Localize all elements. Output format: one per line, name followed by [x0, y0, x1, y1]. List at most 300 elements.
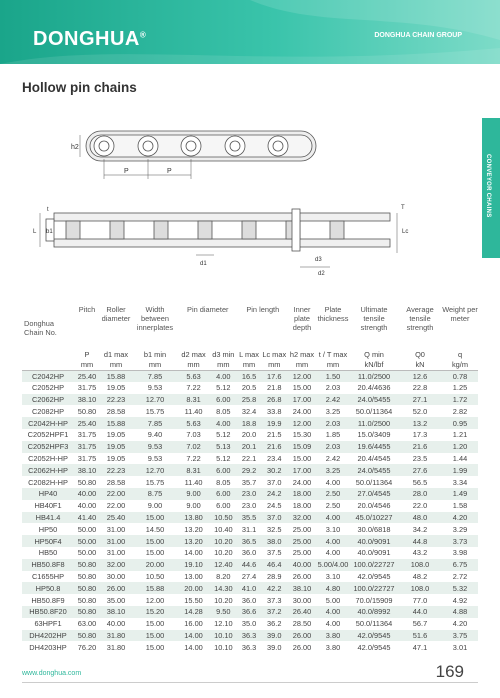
table-cell: 76.20	[77, 642, 97, 652]
label-h2: h2	[71, 144, 79, 151]
header-weight: Weight per meter	[442, 305, 478, 323]
chain-number-cell: HB50.8F8	[31, 560, 65, 570]
chain-number-cell: DH4202HP	[29, 630, 67, 640]
table-cell: 14.50	[145, 524, 165, 534]
table-cell: 17.00	[292, 465, 312, 475]
table-cell: 12.00	[292, 418, 312, 428]
table-cell: 37.3	[267, 595, 282, 605]
chain-number-cell: HP40	[38, 489, 58, 499]
registered-mark: ®	[139, 30, 147, 40]
table-cell: 35.00	[106, 595, 126, 605]
table-cell: 40.00	[292, 560, 312, 570]
table-cell: 30.2	[267, 465, 282, 475]
brand-logo[interactable]	[33, 28, 146, 51]
chain-number-cell: HB50.8F9	[31, 595, 65, 605]
label-pitch-2: P	[167, 168, 172, 175]
table-cell: 4.00	[216, 371, 231, 381]
table-cell: 1.21	[452, 430, 468, 440]
table-cell: 15.20	[145, 607, 165, 617]
table-cell: 22.00	[106, 501, 126, 511]
label-b1: b1	[46, 229, 53, 235]
table-cell: 12.40	[214, 560, 233, 570]
table-cell: 19.6/4455	[357, 442, 391, 452]
table-cell: 19.05	[106, 453, 126, 463]
table-cell: 7.85	[147, 418, 163, 428]
table-cell: 50.80	[77, 406, 97, 416]
table-cell: 38.10	[106, 607, 126, 617]
table-cell: 6.00	[216, 465, 231, 475]
table-cell: 28.58	[106, 477, 126, 487]
table-cell: 3.29	[452, 524, 468, 534]
sym-cell: h2 max	[289, 350, 315, 359]
table-cell: 38.10	[77, 465, 97, 475]
table-row	[22, 453, 478, 465]
label-d3: d3	[315, 257, 322, 263]
sym-cell: Q min	[364, 350, 384, 359]
table-cell: 36.0	[241, 595, 257, 605]
table-cell: 1.50	[325, 371, 341, 381]
table-cell: 31.75	[77, 442, 97, 452]
table-cell: 17.00	[292, 394, 312, 404]
unit-cell: kN	[398, 359, 442, 370]
sym-cell: q	[457, 350, 463, 359]
table-cell: 25.00	[292, 548, 312, 558]
table-cell: 20.0/4546	[357, 501, 391, 511]
table-cell: 26.00	[292, 630, 312, 640]
table-cell: 31.1	[241, 524, 257, 534]
table-cell: 43.2	[412, 548, 428, 558]
table-cell: 17.3	[412, 430, 428, 440]
table-cell: 41.40	[77, 512, 97, 522]
unit-cell: mm	[74, 359, 100, 370]
table-cell: 20.00	[184, 583, 203, 593]
table-cell: 10.40	[214, 524, 233, 534]
table-cell: 100.0/22727	[353, 583, 395, 593]
table-cell: 50.80	[77, 607, 97, 617]
table-cell: 50.0/11364	[355, 477, 393, 487]
table-cell: 39.0	[267, 642, 282, 652]
table-cell: 8.31	[186, 394, 201, 404]
table-cell: 3.10	[325, 524, 341, 534]
table-cell: 23.5	[412, 453, 428, 463]
table-cell: 12.70	[145, 394, 165, 404]
table-cell: 5.13	[216, 442, 231, 452]
table-cell: 16.00	[184, 619, 203, 629]
table-cell: 15.0/3409	[357, 430, 391, 440]
table-row	[22, 476, 478, 488]
table-row	[22, 370, 478, 382]
table-cell: 22.23	[106, 465, 126, 475]
table-cell: 19.05	[106, 383, 126, 393]
table-cell: 40.0/8992	[357, 607, 391, 617]
chain-diagram	[0, 115, 500, 285]
table-header-row	[22, 305, 478, 337]
table-cell: 3.98	[452, 548, 468, 558]
table-cell: 1.72	[452, 394, 468, 404]
chain-number-cell: HB41.4	[35, 512, 61, 522]
table-cell: 10.20	[214, 595, 233, 605]
table-cell: 31.00	[106, 536, 126, 546]
label-pitch-1: P	[124, 168, 129, 175]
table-cell: 32.00	[292, 512, 312, 522]
table-row	[22, 618, 478, 630]
page-header	[0, 0, 500, 64]
table-cell: 15.75	[145, 406, 165, 416]
table-cell: 20.4/4636	[357, 383, 391, 393]
table-cell: 11.40	[184, 406, 203, 416]
table-cell: 16.5	[241, 371, 257, 381]
footer-divider	[22, 682, 478, 683]
table-cell: 36.5	[241, 536, 257, 546]
table-cell: 33.8	[267, 406, 282, 416]
table-cell: 22.8	[412, 383, 428, 393]
table-cell: 13.20	[184, 536, 203, 546]
table-cell: 40.00	[77, 501, 97, 511]
table-cell: 3.01	[452, 642, 468, 652]
table-cell: 37.2	[267, 607, 282, 617]
table-cell: 13.2	[412, 418, 428, 428]
table-cell: 31.75	[77, 383, 97, 393]
chain-number-cell: 63HPF1	[34, 619, 62, 629]
header-inner-plate-depth: Inner plate depth	[292, 305, 312, 332]
unit-cell: mm	[260, 359, 288, 370]
table-cell: 10.20	[214, 536, 233, 546]
table-cell: 0.78	[452, 371, 468, 381]
table-cell: 14.00	[184, 630, 203, 640]
table-cell: 2.03	[325, 383, 341, 393]
table-cell: 19.05	[106, 442, 126, 452]
table-cell: 20.00	[145, 560, 165, 570]
chain-number-cell: HB50	[38, 548, 58, 558]
table-cell: 19.05	[106, 430, 126, 440]
table-cell: 30.00	[292, 595, 312, 605]
table-cell: 4.00	[325, 477, 341, 487]
footer-url-link[interactable]: www.donghua.com	[22, 670, 82, 677]
table-cell: 42.0/9545	[357, 642, 391, 652]
table-cell: 22.00	[106, 489, 126, 499]
table-cell: 22.23	[106, 394, 126, 404]
table-cell: 40.0/9091	[357, 536, 391, 546]
sym-cell: b1 min	[143, 350, 167, 359]
table-row	[22, 606, 478, 618]
table-cell: 15.00	[145, 619, 165, 629]
table-cell: 1.20	[452, 442, 468, 452]
table-cell: 1.49	[452, 489, 468, 499]
table-cell: 27.0/4545	[357, 489, 391, 499]
table-cell: 40.0/9091	[357, 548, 391, 558]
table-cell: 3.10	[325, 571, 341, 581]
table-row	[22, 512, 478, 524]
table-cell: 45.0/10227	[355, 512, 393, 522]
table-cell: 21.6	[267, 442, 282, 452]
table-symbol-row	[22, 337, 478, 359]
table-cell: 37.5	[267, 548, 282, 558]
table-cell: 13.00	[184, 571, 203, 581]
table-cell: 21.6	[412, 442, 428, 452]
table-cell: 47.1	[412, 642, 428, 652]
table-row	[22, 464, 478, 476]
header-plate-thickness: Plate thickness	[317, 305, 349, 323]
table-cell: 25.40	[106, 512, 126, 522]
table-cell: 52.0	[412, 406, 428, 416]
table-cell: 8.20	[216, 571, 231, 581]
table-cell: 26.00	[106, 583, 126, 593]
table-cell: 10.20	[214, 548, 233, 558]
table-cell: 48.0	[412, 512, 428, 522]
table-cell: 56.7	[412, 619, 428, 629]
table-cell: 9.00	[186, 501, 201, 511]
table-row	[22, 630, 478, 642]
table-row	[22, 523, 478, 535]
table-cell: 3.80	[325, 642, 341, 652]
table-cell: 4.00	[325, 548, 341, 558]
table-cell: 4.92	[452, 595, 468, 605]
table-cell: 18.00	[292, 501, 312, 511]
table-cell: 15.30	[292, 430, 312, 440]
table-cell: 19.10	[184, 560, 203, 570]
header-ultimate-tensile: Ultimate tensile strength	[360, 305, 388, 332]
table-cell: 108.0	[410, 560, 430, 570]
table-row	[22, 441, 478, 453]
table-cell: 6.75	[452, 560, 468, 570]
table-cell: 25.40	[77, 371, 97, 381]
sym-cell: d2 max	[181, 350, 206, 359]
table-cell: 2.03	[325, 418, 341, 428]
sym-cell: d3 min	[212, 350, 235, 359]
table-cell: 28.9	[267, 571, 282, 581]
header-pitch: Pitch	[78, 305, 96, 314]
table-cell: 2.72	[452, 571, 468, 581]
table-row	[22, 594, 478, 606]
table-cell: 8.05	[216, 477, 231, 487]
table-cell: 10.50	[214, 512, 233, 522]
table-cell: 5.00	[325, 595, 341, 605]
table-cell: 2.42	[325, 394, 341, 404]
table-cell: 11.0/2500	[357, 371, 391, 381]
table-body	[22, 370, 478, 653]
unit-cell: kg/m	[442, 359, 478, 370]
table-cell: 20.1	[241, 442, 257, 452]
table-cell: 26.40	[292, 607, 312, 617]
table-cell: 9.53	[147, 442, 163, 452]
table-row	[22, 488, 478, 500]
label-d1: d1	[200, 261, 207, 267]
table-cell: 36.2	[267, 619, 282, 629]
table-cell: 15.88	[106, 418, 126, 428]
table-cell: 24.0/5455	[357, 394, 391, 404]
chain-number-cell: C2042HP	[31, 371, 65, 381]
table-cell: 50.80	[77, 630, 97, 640]
table-cell: 51.6	[412, 630, 428, 640]
table-cell: 15.00	[145, 512, 165, 522]
table-cell: 50.80	[77, 560, 97, 570]
table-cell: 23.0	[241, 489, 257, 499]
table-cell: 26.00	[292, 571, 312, 581]
table-cell: 15.00	[145, 536, 165, 546]
chain-number-cell: DH4203HP	[29, 642, 67, 652]
table-cell: 6.00	[216, 501, 231, 511]
unit-cell: mm	[132, 359, 178, 370]
table-cell: 23.4	[267, 453, 282, 463]
table-cell: 13.80	[184, 512, 203, 522]
chain-number-cell: C2062HP	[31, 394, 65, 404]
table-cell: 15.00	[145, 548, 165, 558]
chain-number-cell: C2052H-HP	[28, 453, 68, 463]
group-name: DONGHUA CHAIN GROUP	[374, 32, 462, 39]
table-cell: 3.25	[325, 406, 341, 416]
table-cell: 7.02	[186, 442, 201, 452]
table-cell: 5.12	[216, 430, 231, 440]
table-cell: 18.00	[292, 489, 312, 499]
table-cell: 44.8	[412, 536, 428, 546]
unit-cell: mm	[100, 359, 132, 370]
table-cell: 34.2	[412, 524, 428, 534]
table-cell: 12.00	[292, 371, 312, 381]
table-cell: 5.32	[452, 583, 468, 593]
header-pin-length: Pin length	[246, 305, 280, 314]
table-cell: 37.0	[267, 477, 282, 487]
table-cell: 31.00	[106, 524, 126, 534]
table-cell: 14.00	[184, 548, 203, 558]
table-cell: 4.88	[452, 607, 468, 617]
table-cell: 15.50	[184, 595, 203, 605]
table-cell: 4.20	[452, 619, 468, 629]
table-cell: 23.0	[241, 501, 257, 511]
sym-cell: L max	[239, 350, 259, 359]
table-cell: 11.40	[184, 477, 203, 487]
label-L: L	[33, 229, 37, 235]
table-row	[22, 559, 478, 571]
table-cell: 1.99	[452, 465, 468, 475]
table-cell: 9.00	[186, 489, 201, 499]
table-cell: 27.6	[412, 465, 428, 475]
table-cell: 70.0/15909	[355, 595, 393, 605]
table-cell: 5.00/4.00	[317, 560, 349, 570]
table-cell: 35.0	[241, 619, 257, 629]
table-cell: 28.50	[292, 619, 312, 629]
label-t: t	[47, 207, 49, 213]
table-cell: 50.00	[77, 548, 97, 558]
chain-number-cell: C2082HP	[31, 406, 65, 416]
table-cell: 44.6	[241, 560, 257, 570]
header-pin-diameter: Pin diameter	[187, 305, 229, 314]
chain-number-cell: HP50	[38, 524, 58, 534]
table-cell: 25.00	[292, 536, 312, 546]
table-cell: 15.00	[145, 630, 165, 640]
table-unit-row	[22, 359, 478, 370]
chain-number-cell: HB50.8F20	[29, 607, 67, 617]
table-cell: 1.58	[452, 501, 468, 511]
table-cell: 9.53	[147, 453, 163, 463]
table-row	[22, 417, 478, 429]
table-row	[22, 547, 478, 559]
unit-cell: mm	[238, 359, 261, 370]
table-cell: 35.7	[241, 477, 257, 487]
table-cell: 36.3	[241, 642, 257, 652]
table-cell: 29.2	[241, 465, 257, 475]
chain-number-cell: C2052HPF3	[27, 442, 69, 452]
page-number: 169	[435, 662, 464, 681]
table-cell: 5.12	[216, 383, 231, 393]
table-cell: 27.4	[241, 571, 257, 581]
unit-cell: mm	[178, 359, 209, 370]
table-cell: 1.85	[325, 430, 341, 440]
unit-cell: mm	[209, 359, 237, 370]
table-cell: 35.5	[241, 512, 257, 522]
table-cell: 20.0	[241, 430, 257, 440]
chain-number-cell: C2082H-HP	[28, 477, 68, 487]
sym-cell: Q0	[415, 350, 425, 359]
table-cell: 24.2	[267, 489, 282, 499]
table-cell: 42.2	[267, 583, 282, 593]
table-cell: 48.2	[412, 571, 428, 581]
sym-cell: P	[84, 350, 90, 359]
table-cell: 50.80	[77, 477, 97, 487]
table-cell: 15.00	[292, 383, 312, 393]
table-cell: 3.25	[325, 465, 341, 475]
table-cell: 26.00	[292, 642, 312, 652]
spec-table	[22, 305, 478, 653]
table-cell: 26.8	[267, 394, 282, 404]
table-cell: 25.40	[77, 418, 97, 428]
table-cell: 36.0	[241, 548, 257, 558]
table-row	[22, 641, 478, 653]
table-cell: 50.0/11364	[355, 619, 393, 629]
table-cell: 46.4	[267, 560, 282, 570]
unit-cell: mm	[288, 359, 316, 370]
table-cell: 50.80	[77, 595, 97, 605]
table-cell: 7.85	[147, 371, 163, 381]
unit-cell: kN/lbf	[350, 359, 398, 370]
table-cell: 19.9	[267, 418, 282, 428]
table-cell: 37.0	[267, 512, 282, 522]
table-cell: 12.10	[214, 619, 233, 629]
table-cell: 4.00	[325, 607, 341, 617]
table-cell: 3.80	[325, 630, 341, 640]
table-cell: 50.80	[77, 583, 97, 593]
table-cell: 20.5	[241, 383, 257, 393]
table-cell: 4.00	[325, 619, 341, 629]
table-cell: 31.80	[106, 642, 126, 652]
table-cell: 50.80	[77, 571, 97, 581]
table-cell: 24.0/5455	[357, 465, 391, 475]
table-cell: 10.10	[214, 630, 233, 640]
table-cell: 2.82	[452, 406, 468, 416]
table-cell: 15.09	[292, 442, 312, 452]
chain-number-cell: HP50F4	[34, 536, 62, 546]
header-chain-no: Donghua Chain No.	[24, 319, 57, 337]
table-cell: 100.0/22727	[353, 560, 395, 570]
table-cell: 77.0	[412, 595, 428, 605]
table-cell: 3.34	[452, 477, 468, 487]
table-cell: 42.0/9545	[357, 571, 391, 581]
table-cell: 14.30	[214, 583, 233, 593]
sym-cell: Lc max	[262, 350, 287, 359]
table-cell: 4.20	[452, 512, 468, 522]
table-cell: 44.0	[412, 607, 428, 617]
table-cell: 15.75	[145, 477, 165, 487]
table-cell: 28.0	[412, 489, 428, 499]
unit-cell: mm	[316, 359, 350, 370]
brand-name: DONGHUA	[33, 28, 140, 50]
header-width: Width between innerplates	[136, 305, 174, 332]
table-cell: 24.5	[267, 501, 282, 511]
table-cell: 11.0/2500	[357, 418, 391, 428]
chain-number-cell: HP50.8	[35, 583, 61, 593]
table-cell: 2.50	[325, 501, 341, 511]
table-cell: 42.0/9545	[357, 630, 391, 640]
table-cell: 13.20	[184, 524, 203, 534]
